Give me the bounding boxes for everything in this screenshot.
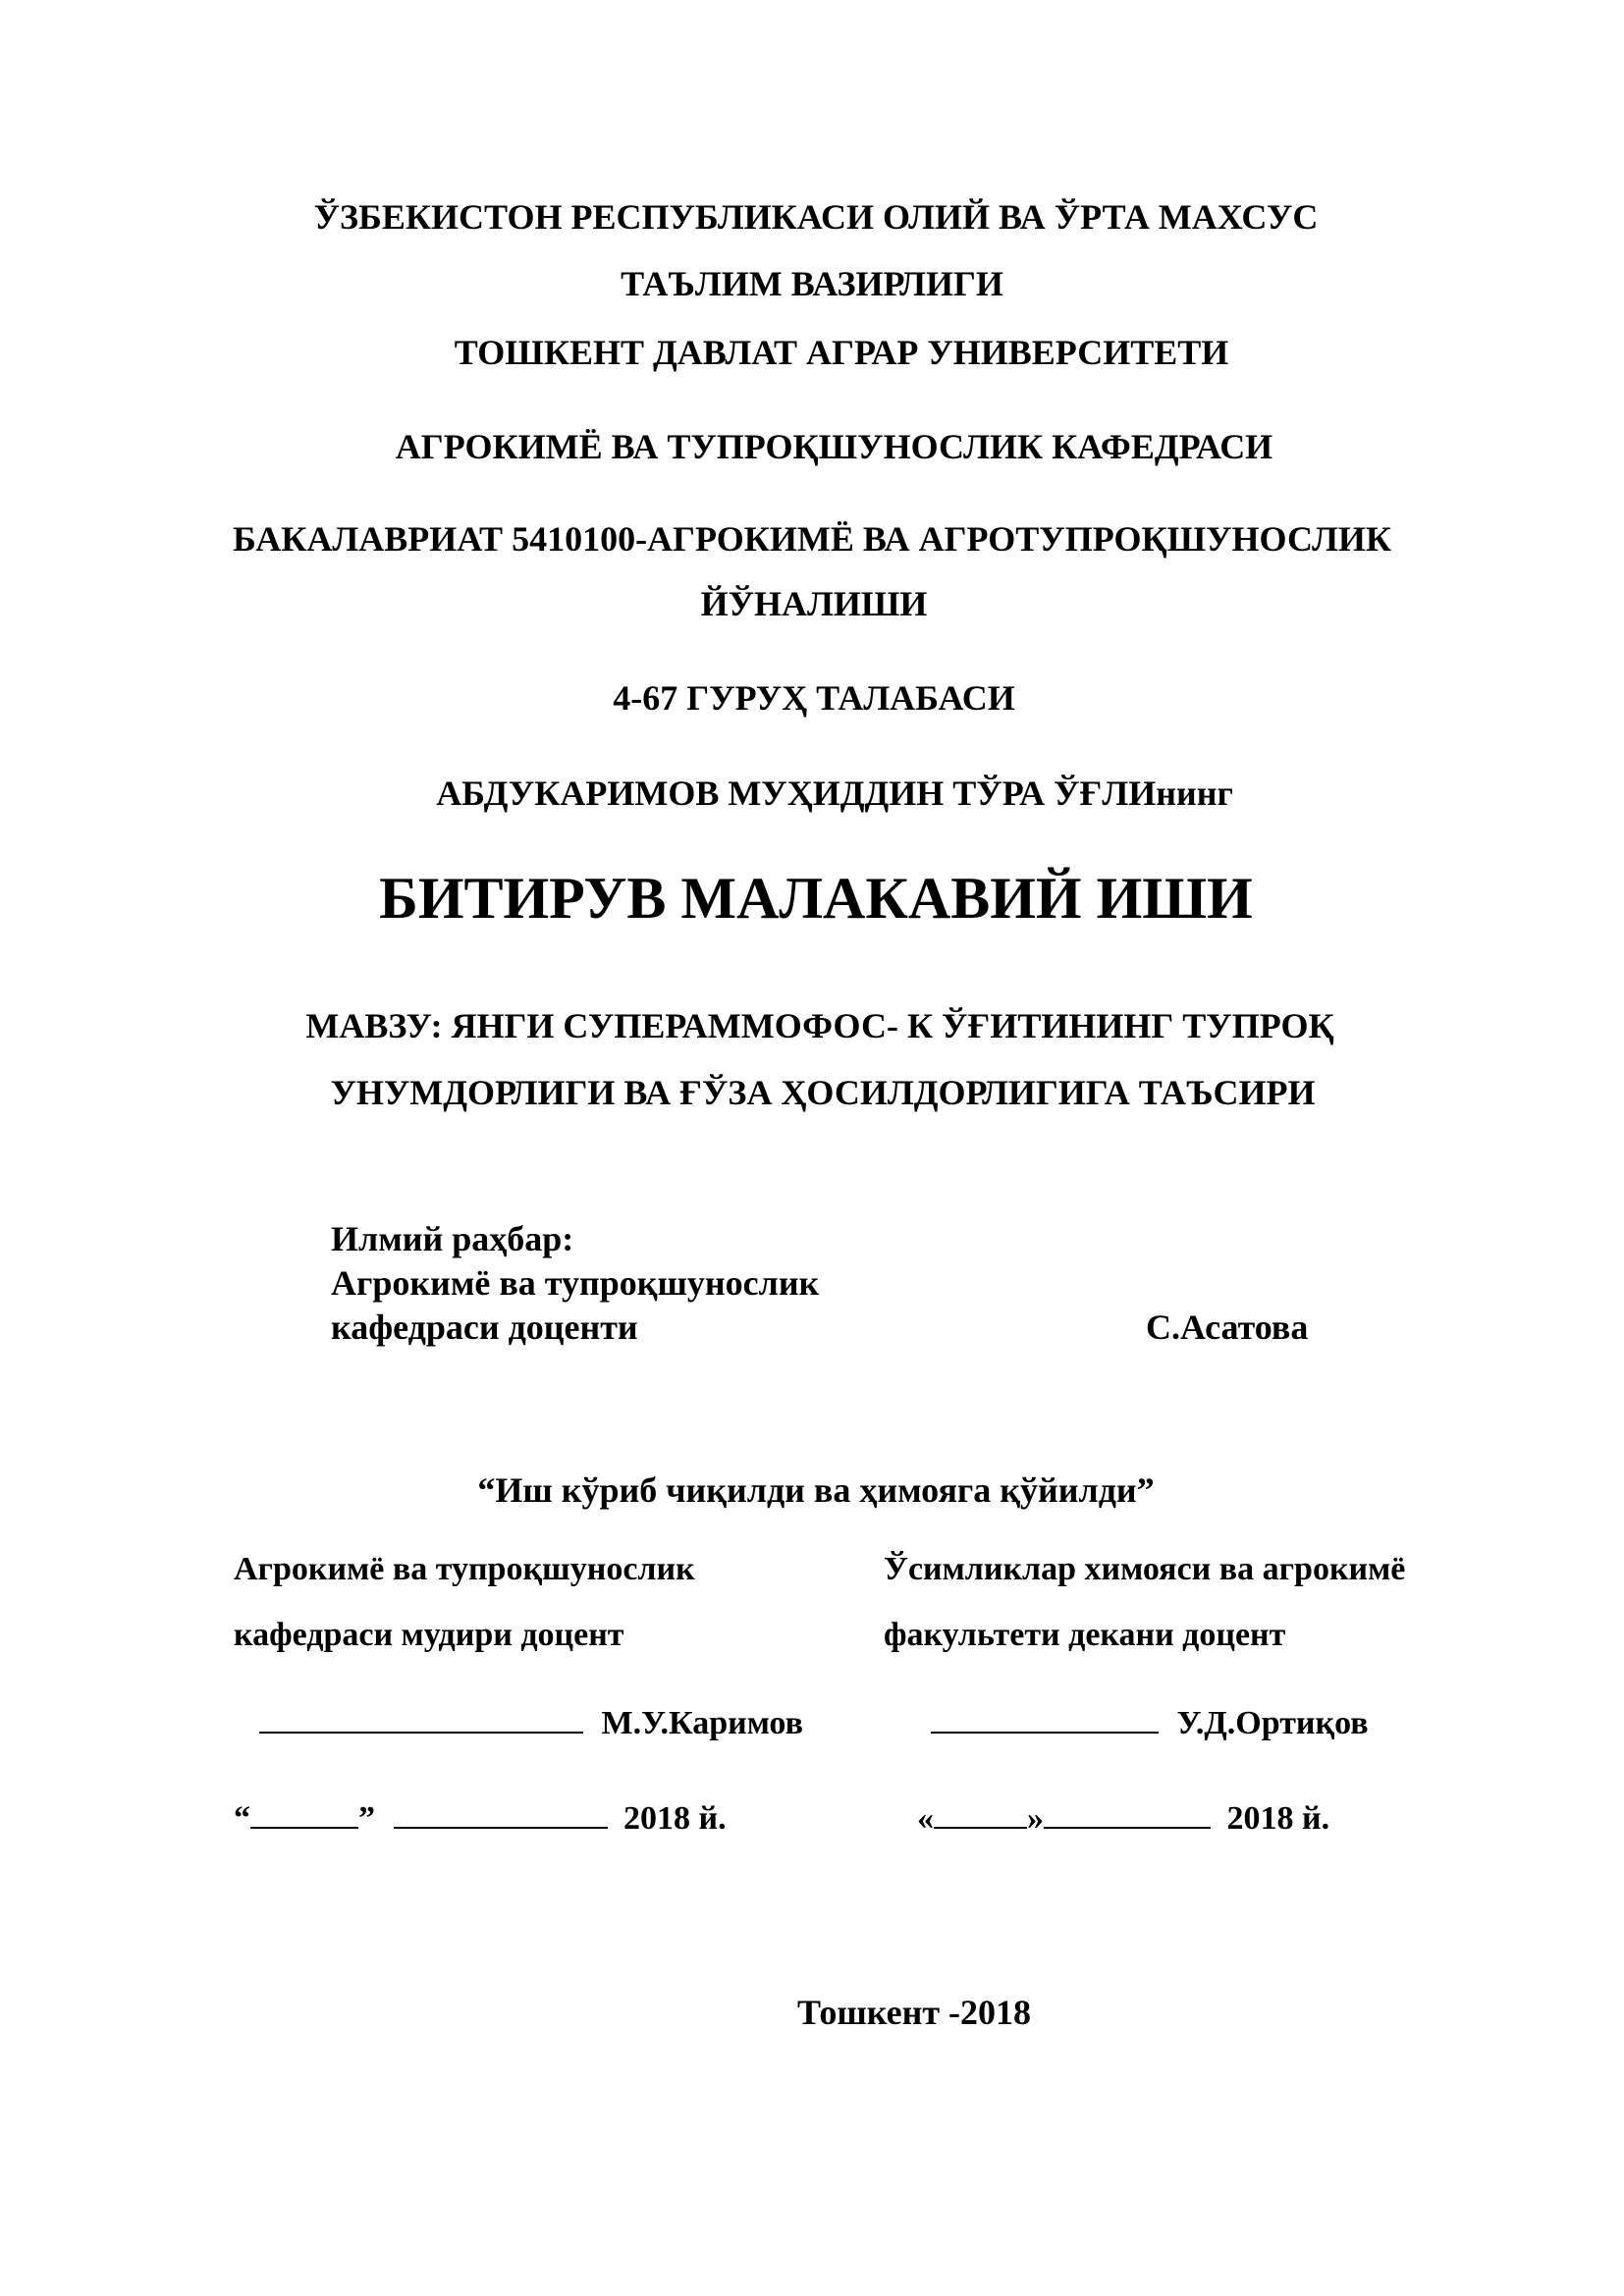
date-open-quote: « xyxy=(917,1800,934,1837)
date-open-quote: “ xyxy=(234,1800,250,1837)
head-of-department-signature xyxy=(259,1707,803,1740)
dean-line-1: Ўсимликлар химояси ва агрокимё xyxy=(884,1551,1406,1587)
city-year: Тошкент -2018 xyxy=(797,1993,1032,2032)
supervisor-name: С.Асатова xyxy=(1146,1308,1309,1347)
supervisor-label: Илмий раҳбар: xyxy=(331,1219,574,1258)
date-close-quote: » xyxy=(1027,1800,1044,1837)
dean-signature xyxy=(931,1707,1369,1740)
topic-line-1: МАВЗУ: ЯНГИ СУПЕРАММОФОС- К ЎҒИТИНИНГ ТУПРОҚ xyxy=(305,1006,1334,1045)
date-year: 2018 й. xyxy=(1226,1800,1330,1837)
head-of-department-line-2: кафедраси мудири доцент xyxy=(234,1617,624,1653)
supervisor-position-line-2: кафедраси доценти xyxy=(331,1308,638,1347)
month-blank-line xyxy=(1044,1805,1211,1829)
program-line-1: БАКАЛАВРИАТ 5410100-АГРОКИМЁ ВА АГРОТУПРОҚШУНОСЛИК xyxy=(232,519,1392,559)
head-of-department-line-1: Агрокимё ва тупроқшунослик xyxy=(234,1551,695,1587)
student-name: АБДУКАРИМОВ МУҲИДДИН ТЎРА ЎҒЛИнинг xyxy=(436,774,1233,813)
signature-blank-line xyxy=(931,1710,1159,1734)
day-blank-line xyxy=(934,1805,1027,1829)
head-of-department-date xyxy=(234,1802,727,1836)
month-blank-line xyxy=(394,1805,608,1829)
dean-name: У.Д.Ортиқов xyxy=(1176,1705,1369,1741)
student-group: 4-67 ГУРУҲ ТАЛАБАСИ xyxy=(613,678,1015,718)
date-year: 2018 й. xyxy=(623,1800,727,1837)
approval-statement: “Иш кўриб чиқилди ва ҳимояга қўйилди” xyxy=(477,1470,1155,1510)
supervisor-position-line-1: Агрокимё ва тупроқшунослик xyxy=(331,1263,820,1303)
work-title: БИТИРУВ МАЛАКАВИЙ ИШИ xyxy=(379,866,1253,931)
ministry-line-2: ТАЪЛИМ ВАЗИРЛИГИ xyxy=(621,264,1003,303)
day-blank-line xyxy=(250,1805,358,1829)
department-name: АГРОКИМЁ ВА ТУПРОҚШУНОСЛИК КАФЕДРАСИ xyxy=(395,427,1273,466)
dean-date xyxy=(917,1802,1329,1836)
date-close-quote: ” xyxy=(358,1800,375,1837)
head-of-department-name: М.У.Каримов xyxy=(601,1705,803,1741)
ministry-line-1: ЎЗБЕКИСТОН РЕСПУБЛИКАСИ ОЛИЙ ВА ЎРТА МАХСУС xyxy=(313,197,1319,237)
signature-blank-line xyxy=(259,1710,583,1734)
program-line-2: ЙЎНАЛИШИ xyxy=(700,584,928,623)
topic-line-2: УНУМДОРЛИГИ ВА ҒЎЗА ҲОСИЛДОРЛИГИГА ТАЪСИРИ xyxy=(330,1073,1316,1112)
university-name: ТОШКЕНТ ДАВЛАТ АГРАР УНИВЕРСИТЕТИ xyxy=(454,333,1229,372)
dean-line-2: факультети декани доцент xyxy=(884,1617,1286,1653)
